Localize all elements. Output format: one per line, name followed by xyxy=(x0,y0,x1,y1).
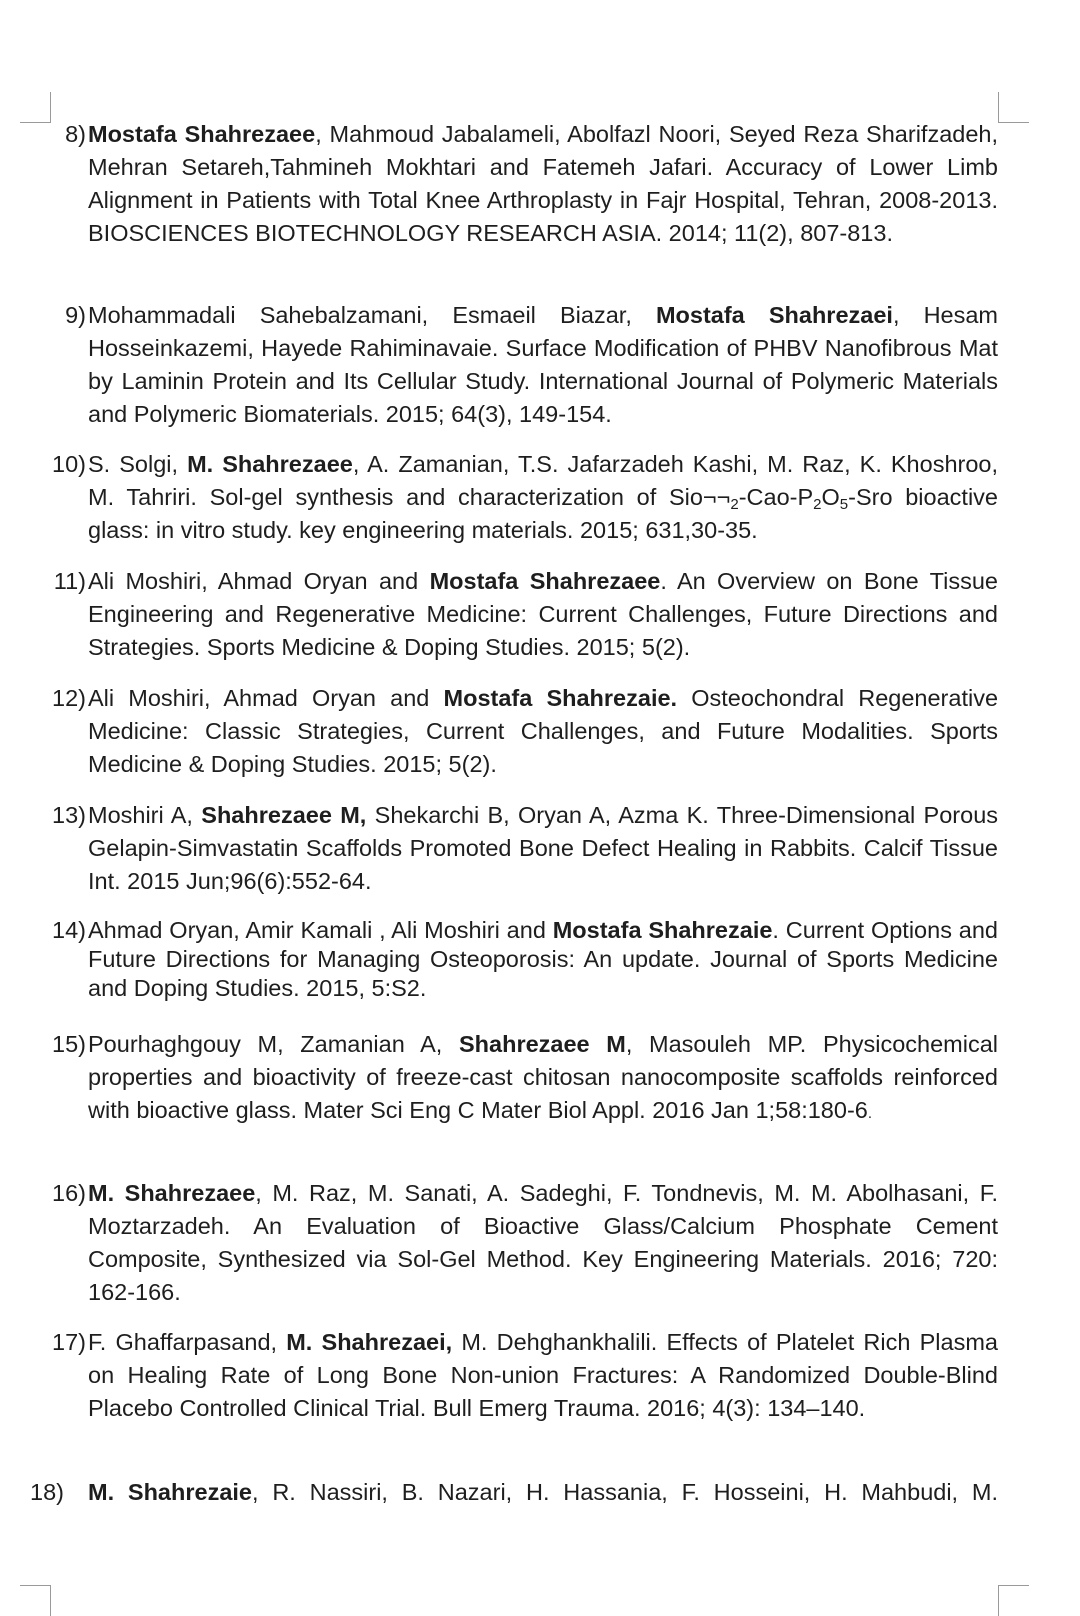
reference-text: . An Overview on Bone Tissue Engineering and Regenerative Medicine: Current Challenges, Future Directions and Strategies. Sports Medicine & Doping Studies. 2015; 5(2). xyxy=(88,568,999,660)
reference-text: Moshiri A, xyxy=(88,802,202,828)
reference-text: O xyxy=(821,484,840,510)
reference-text: Mohammadali Sahebalzamani, Esmaeil Biazar, xyxy=(88,302,656,328)
reference-text: -Sro bioactive glass: in vitro study. key engineering materials. 2015; 631,30-35. xyxy=(88,484,998,543)
highlighted-author: M. Shahrezaei, xyxy=(286,1329,453,1355)
reference-text: , Hesam Hosseinkazemi, Hayede Rahiminavaie. Surface Modification of PHBV Nanofibrous Mat by Laminin Protein and Its Cellular Study. International Journal of Polymeric Materials and Polymeric Biomaterials. 2015; 64(3), 149-154. xyxy=(88,302,999,427)
highlighted-author: M. Shahrezaee xyxy=(88,1180,256,1206)
reference-item-15 xyxy=(52,1028,998,1130)
reference-text: F. Ghaffarpasand, xyxy=(88,1329,287,1355)
reference-item-9 xyxy=(65,299,999,431)
subscript: 2 xyxy=(730,496,739,513)
reference-text: Shekarchi B, Oryan A, Azma K. Three-Dimensional Porous Gelapin-Simvastatin Scaffolds Promoted Bone Defect Healing in Rabbits. Calcif Tissue Int. 2015 Jun;96(6):552-64. xyxy=(88,802,999,894)
reference-text: S. Solgi, xyxy=(88,451,188,477)
reference-number: 18) xyxy=(30,1479,64,1505)
reference-text: Ahmad Oryan, Amir Kamali , Ali Moshiri and xyxy=(88,917,553,943)
reference-number: 10) xyxy=(52,451,86,477)
reference-number: 11) xyxy=(53,568,86,594)
reference-item-14 xyxy=(52,916,998,1003)
reference-number: 9) xyxy=(65,302,86,328)
reference-text: . Current Options and Future Directions for Managing Osteoporosis: An update. Journal of Sports Medicine and Doping Studies. 2015, 5:S2. xyxy=(88,917,998,1001)
reference-number: 16) xyxy=(52,1180,86,1206)
reference-number: 13) xyxy=(52,802,86,828)
reference-text: , A. Zamanian, T.S. Jafarzadeh Kashi, M. Raz, K. Khoshroo, M. Tahriri. Sol-gel synthesis and characterization of Sio¬¬ xyxy=(88,451,999,510)
reference-number: 17) xyxy=(52,1329,86,1355)
reference-item-18 xyxy=(30,1476,998,1509)
subscript: 2 xyxy=(813,496,822,513)
highlighted-author: Mostafa Shahrezaie xyxy=(552,917,773,943)
subscript: 5 xyxy=(839,496,849,513)
reference-text: , R. Nassiri, B. Nazari, H. Hassania, F. Hosseini, H. Mahbudi, M. xyxy=(252,1479,998,1505)
highlighted-author: M. Shahrezaee xyxy=(187,451,353,477)
reference-item-11 xyxy=(53,565,999,664)
reference-text: . xyxy=(867,1105,873,1122)
highlighted-author: Shahrezaee M, xyxy=(201,802,367,828)
reference-number: 15) xyxy=(52,1031,86,1057)
highlighted-author: M. Shahrezaie xyxy=(88,1479,252,1505)
highlighted-author: Mostafa Shahrezaei xyxy=(655,302,893,328)
highlighted-author: Shahrezaee M xyxy=(459,1031,626,1057)
reference-text: M. Dehghankhalili. Effects of Platelet Rich Plasma on Healing Rate of Long Bone Non-union Fractures: A Randomized Double-Blind Placebo Controlled Clinical Trial. Bull Emerg Trauma. 2016; 4(3): 134–140. xyxy=(88,1329,998,1421)
reference-number: 8) xyxy=(65,121,86,147)
reference-text: Pourhaghgouy M, Zamanian A, xyxy=(88,1031,459,1057)
reference-text: -Cao-P xyxy=(738,484,814,510)
reference-item-8 xyxy=(65,118,998,250)
reference-number: 14) xyxy=(52,917,86,943)
reference-item-17 xyxy=(52,1326,998,1425)
reference-text: , M. Raz, M. Sanati, A. Sadeghi, F. Tondnevis, M. M. Abolhasani, F. Moztarzadeh. An Evaluation of Bioactive Glass/Calcium Phosphate Cement Composite, Synthesized via Sol-Gel Method. Key Engineering Materials. 2016; 720: 162-166. xyxy=(88,1180,998,1305)
reference-item-10 xyxy=(52,448,999,547)
reference-text: Ali Moshiri, Ahmad Oryan and xyxy=(88,568,430,594)
reference-item-12 xyxy=(52,682,999,781)
highlighted-author: Mostafa Shahrezaee xyxy=(88,121,316,147)
reference-number: 12) xyxy=(52,685,86,711)
reference-text: Ali Moshiri, Ahmad Oryan and xyxy=(88,685,444,711)
reference-text: , Mahmoud Jabalameli, Abolfazl Noori, Seyed Reza Sharifzadeh, Mehran Setareh,Tahmineh Mokhtari and Fatemeh Jafari. Accuracy of Lower Limb Alignment in Patients with Total Knee Arthroplasty in Fajr Hospital, Tehran, 2008-2013. BIOSCIENCES BIOTECHNOLOGY RESEARCH ASIA. 2014; 11(2), 807-813. xyxy=(88,121,998,246)
reference-text: , Masouleh MP. Physicochemical properties and bioactivity of freeze-cast chitosan nanocomposite scaffolds reinforced with bioactive glass. Mater Sci Eng C Mater Biol Appl. 2016 Jan 1;58:180-6 xyxy=(88,1031,998,1123)
reference-item-13 xyxy=(52,799,999,898)
highlighted-author: Mostafa Shahrezaee xyxy=(429,568,661,594)
reference-item-16 xyxy=(52,1177,998,1309)
highlighted-author: Mostafa Shahrezaie. xyxy=(443,685,678,711)
reference-text: Osteochondral Regenerative Medicine: Classic Strategies, Current Challenges, and Future Modalities. Sports Medicine & Doping Studies. 2015; 5(2). xyxy=(88,685,999,777)
